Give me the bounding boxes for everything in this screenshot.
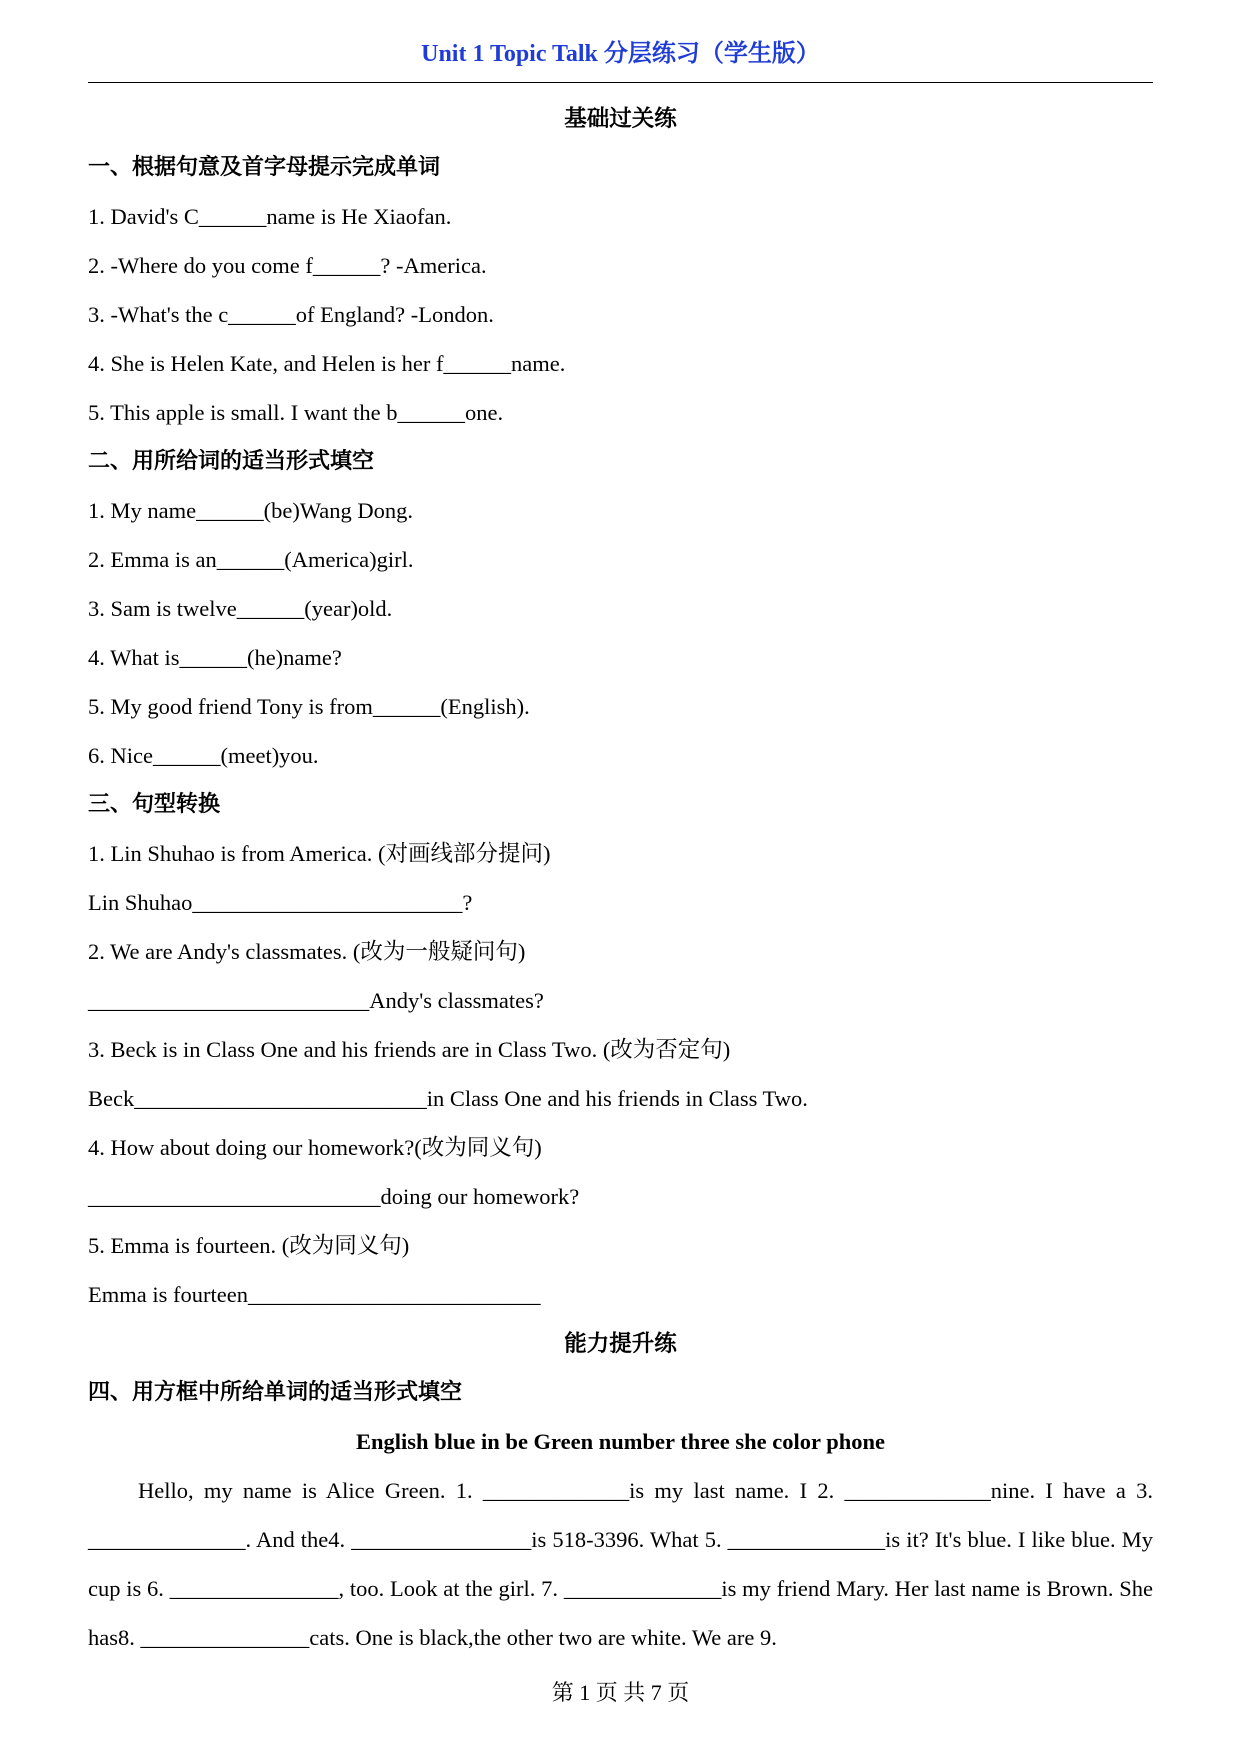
question-item: 3. Sam is twelve______(year)old.: [88, 596, 393, 621]
question-item: 3. Beck is in Class One and his friends are in Class Two. (改为否定句): [88, 1037, 731, 1062]
section-3-title: 三、句型转换: [88, 792, 221, 817]
question-item: 3. -What's the c______of England? -London.: [88, 302, 494, 327]
word-box: English blue in be Green number three she color phone: [355, 1429, 886, 1454]
question-item: 1. My name______(be)Wang Dong.: [88, 498, 413, 523]
question-item: 2. Emma is an______(America)girl.: [88, 547, 414, 572]
question-item: 4. She is Helen Kate, and Helen is her f______name.: [88, 351, 566, 376]
header-divider: [88, 82, 1153, 83]
question-item: 5. My good friend Tony is from______(English).: [88, 694, 530, 719]
answer-line: _________________________Andy's classmates?: [88, 988, 544, 1013]
document-header: Unit 1 Topic Talk 分层练习（学生版）: [421, 41, 820, 67]
cloze-passage: Hello, my name is Alice Green. 1. _____________is my last name. I 2. _____________nine. I have a 3. ______________. And the4. ________________is 518-3396. What 5. ______________is it? It's blue. I like blue. My cup is 6. _______________, too. Look at the girl. 7. ______________is my friend Mary. Her last name is Brown. She has8. _______________cats. One is black,the other two are white. We are 9.: [88, 1478, 1153, 1650]
advanced-practice-title: 能力提升练: [564, 1331, 677, 1356]
answer-line: Beck__________________________in Class One and his friends in Class Two.: [88, 1086, 808, 1111]
answer-line: Lin Shuhao________________________?: [88, 890, 473, 915]
question-item: 4. What is______(he)name?: [88, 645, 342, 670]
question-item: 4. How about doing our homework?(改为同义句): [88, 1135, 542, 1160]
answer-line: Emma is fourteen__________________________: [88, 1282, 541, 1307]
question-item: 5. Emma is fourteen. (改为同义句): [88, 1233, 410, 1258]
question-item: 2. We are Andy's classmates. (改为一般疑问句): [88, 939, 526, 964]
question-item: 5. This apple is small. I want the b______one.: [88, 400, 504, 425]
question-item: 6. Nice______(meet)you.: [88, 743, 319, 768]
section-4-title: 四、用方框中所给单词的适当形式填空: [88, 1380, 463, 1405]
worksheet-content: [88, 94, 1153, 1662]
page-footer: 第 1 页 共 7 页: [551, 1680, 690, 1705]
section-1-title: 一、根据句意及首字母提示完成单词: [88, 155, 441, 180]
section-2-title: 二、用所给词的适当形式填空: [88, 449, 375, 474]
answer-line: __________________________doing our homework?: [88, 1184, 580, 1209]
question-item: 1. David's C______name is He Xiaofan.: [88, 204, 452, 229]
basic-practice-title: 基础过关练: [564, 106, 677, 131]
question-item: 2. -Where do you come f______? -America.: [88, 253, 487, 278]
question-item: 1. Lin Shuhao is from America. (对画线部分提问): [88, 841, 551, 866]
